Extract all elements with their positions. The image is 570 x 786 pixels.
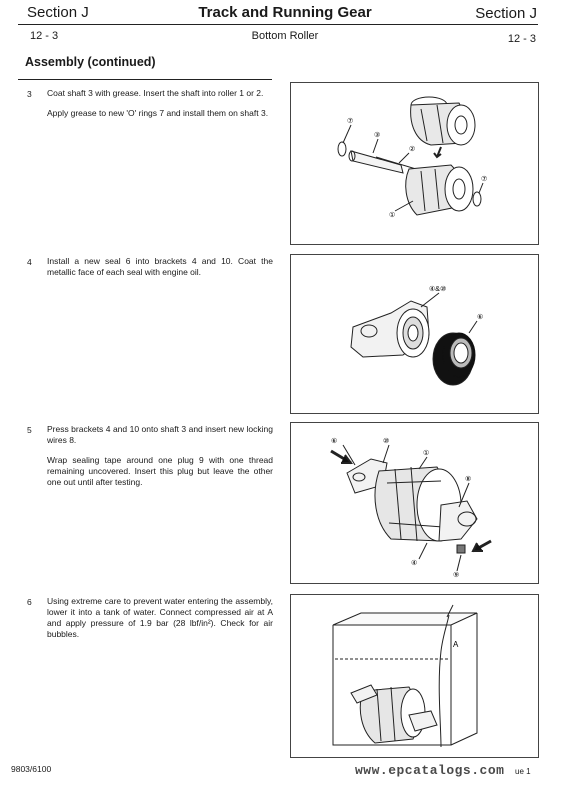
- page-subtitle: Bottom Roller: [251, 30, 319, 42]
- section-label-right: Section J: [475, 5, 537, 22]
- page-number-right: 12 - 3: [507, 33, 536, 45]
- step-paragraph: Using extreme care to prevent water entering the assembly, lower it into a tank of water. Connect compressed air at A and apply pressure of 1.9 bar (28 lbf/in²). Check for air bubbles.: [47, 596, 273, 639]
- roller-shaft-illustration: [291, 83, 538, 244]
- step-paragraph: Press brackets 4 and 10 onto shaft 3 and insert new locking wires 8.: [47, 424, 273, 445]
- figure-bracket-seal: [290, 254, 539, 414]
- page-title: Track and Running Gear: [198, 4, 372, 21]
- section-rule: [18, 79, 272, 80]
- callout-a: A: [453, 640, 459, 649]
- step-paragraph: Install a new seal 6 into brackets 4 and 10. Coat the metallic face of each seal with engine oil.: [47, 256, 273, 277]
- callout-3: ③: [374, 132, 381, 139]
- figure-assembled-roller: [290, 422, 539, 584]
- callout-8: ⑧: [465, 476, 472, 483]
- document-code: 9803/6100: [11, 764, 52, 774]
- callout-4-10: ④&⑩: [429, 286, 447, 293]
- step-number: 5: [27, 425, 32, 435]
- watermark-url: www.epcatalogs.com: [355, 763, 505, 778]
- issue-label: ue 1: [515, 767, 531, 776]
- callout-6: ⑥: [477, 314, 484, 321]
- step-number: 4: [27, 257, 32, 267]
- callout-1: ①: [389, 212, 396, 219]
- step-text: [47, 256, 273, 287]
- bracket-seal-illustration: [291, 255, 538, 413]
- section-label-left: Section J: [27, 4, 89, 21]
- callout-1: ①: [423, 450, 430, 457]
- header-rule: [18, 24, 538, 25]
- figure-water-tank-test: [290, 594, 539, 758]
- callout-6: ⑥: [331, 438, 338, 445]
- assembled-roller-illustration: [291, 423, 538, 583]
- step-text: [47, 424, 273, 497]
- page-number-left: 12 - 3: [30, 30, 59, 42]
- step-text: [47, 596, 273, 649]
- step-number: 3: [27, 89, 32, 99]
- callout-2: ②: [409, 146, 416, 153]
- step-paragraph: Coat shaft 3 with grease. Insert the shaft into roller 1 or 2.: [47, 88, 264, 98]
- callout-9: ⑨: [453, 572, 460, 579]
- step-paragraph: Wrap sealing tape around one plug 9 with one thread remaining uncovered. Insert this plug but leave the other one out until after testing.: [47, 455, 273, 487]
- callout-7b: ⑦: [481, 176, 488, 183]
- callout-4: ④: [411, 560, 418, 567]
- callout-7: ⑦: [347, 118, 354, 125]
- figure-roller-shaft: [290, 82, 539, 245]
- step-number: 6: [27, 597, 32, 607]
- step-text: [47, 88, 273, 128]
- callout-10: ⑩: [383, 438, 390, 445]
- step-paragraph: Apply grease to new 'O' rings 7 and install them on shaft 3.: [47, 108, 269, 118]
- section-title: Assembly (continued): [25, 55, 156, 69]
- water-tank-illustration: [291, 595, 538, 757]
